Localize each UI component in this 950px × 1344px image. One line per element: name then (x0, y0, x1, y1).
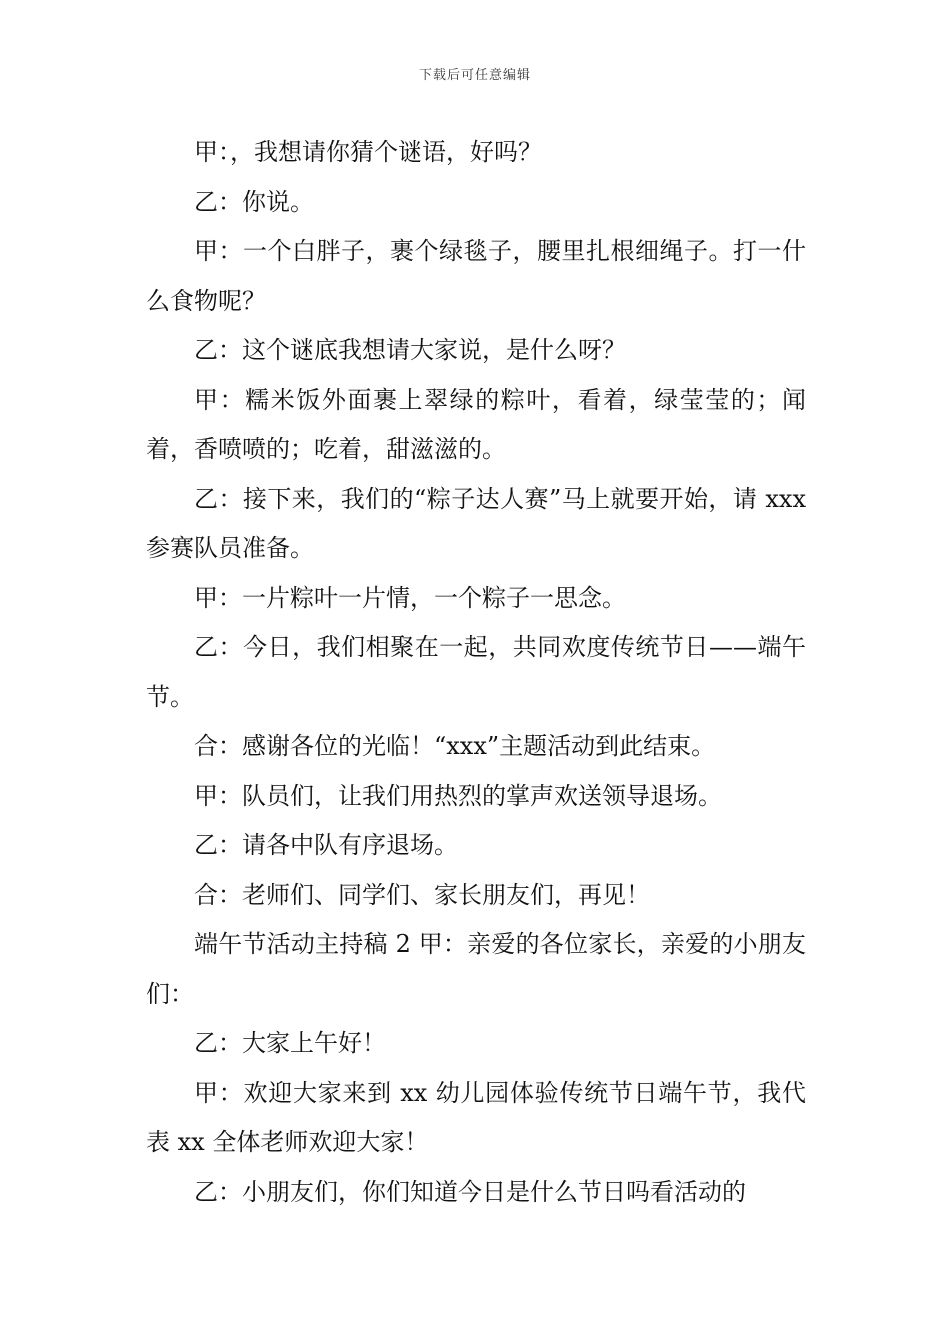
paragraph: 甲：欢迎大家来到 xx 幼儿园体验传统节日端午节，我代表 xx 全体老师欢迎大家！ (146, 1078, 806, 1156)
paragraph: 甲：，我想请你猜个谜语，好吗？ (194, 138, 542, 166)
paragraph: 乙：小朋友们，你们知道今日是什么节日吗看活动的 (194, 1177, 746, 1206)
paragraph: 甲：一个白胖子，裹个绿毯子，腰里扎根细绳子。打一什么食物呢？ (146, 237, 806, 315)
paragraph: 端午节活动主持稿 2 甲：亲爱的各位家长，亲爱的小朋友们： (146, 930, 806, 1008)
paragraph: 甲：糯米饭外面裹上翠绿的粽叶，看着，绿莹莹的；闻着，香喷喷的；吃着，甜滋滋的。 (146, 385, 806, 463)
paragraph: 甲：队员们，让我们用热烈的掌声欢送领导退场。 (194, 781, 722, 810)
paragraph: 乙：请各中队有序退场。 (194, 831, 458, 859)
page-header: 下载后可任意编辑 (418, 68, 531, 83)
paragraph: 合：老师们、同学们、家长朋友们，再见！ (194, 880, 650, 909)
document-body (146, 128, 806, 1217)
paragraph: 乙：今日，我们相聚在一起，共同欢度传统节日——端午节。 (146, 633, 806, 711)
paragraph: 合：感谢各位的光临！“xxx”主题活动到此结束。 (194, 732, 716, 760)
paragraph: 乙：大家上午好！ (194, 1029, 386, 1057)
paragraph: 乙：这个谜底我想请大家说，是什么呀？ (194, 336, 626, 364)
paragraph: 乙：你说。 (194, 187, 314, 216)
paragraph: 甲：一片粽叶一片情，一个粽子一思念。 (194, 583, 626, 612)
paragraph: 乙：接下来，我们的“粽子达人赛”马上就要开始，请 xxx 参赛队员准备。 (146, 484, 806, 562)
